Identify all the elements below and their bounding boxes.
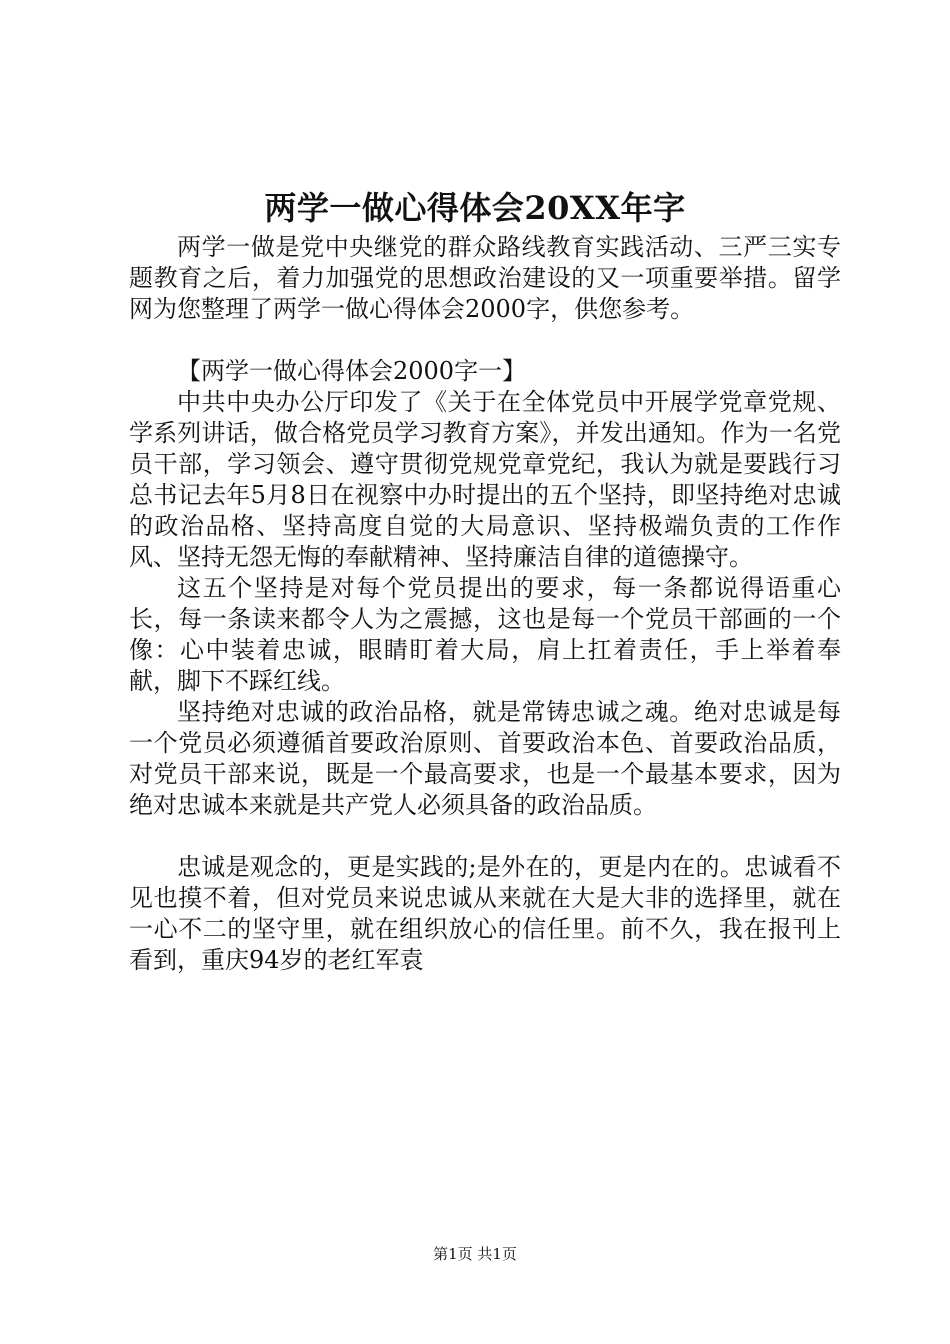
paragraph-intro: 两学一做是党中央继党的群众路线教育实践活动、三严三实专题教育之后，着力加强党的思想政治建设的又一项重要举措。留学网为您整理了两学一做心得体会2000字，供您参考。 (129, 233, 841, 323)
paragraph-body: 坚持绝对忠诚的政治品格，就是常铸忠诚之魂。绝对忠诚是每一个党员必须遵循首要政治原则、首要政治本色、首要政治品质，对党员干部来说，既是一个最高要求，也是一个最基本要求，因为绝对忠诚本来就是共产党人必须具备的政治品质。 (129, 698, 841, 819)
document-body (129, 232, 841, 976)
paragraph-body: 中共中央办公厅印发了《关于在全体党员中开展学党章党规、学系列讲话，做合格党员学习教育方案》，并发出通知。作为一名党员干部，学习领会、遵守贯彻党规党章党纪，我认为就是要践行习总书记去年5月8日在视察中办时提出的五个坚持，即坚持绝对忠诚的政治品格、坚持高度自觉的大局意识、坚持极端负责的工作作风、坚持无怨无悔的奉献精神、坚持廉洁自律的道德操守。 (129, 388, 841, 571)
document-title: 两学一做心得体会20XX年字 (264, 189, 686, 227)
section-heading: 【两学一做心得体会2000字一】 (177, 357, 527, 385)
paragraph-body: 这五个坚持是对每个党员提出的要求，每一条都说得语重心长，每一条读来都令人为之震撼，这也是每一个党员干部画的一个像：心中装着忠诚，眼睛盯着大局，肩上扛着责任，手上举着奉献，脚下不踩红线。 (129, 574, 841, 695)
page-number-footer: 第1页 共1页 (433, 1245, 517, 1263)
paragraph-body: 忠诚是观念的，更是实践的;是外在的，更是内在的。忠诚看不见也摸不着，但对党员来说忠诚从来就在大是大非的选择里，就在一心不二的坚守里，就在组织放心的信任里。前不久，我在报刊上看到，重庆94岁的老红军袁 (129, 853, 841, 974)
